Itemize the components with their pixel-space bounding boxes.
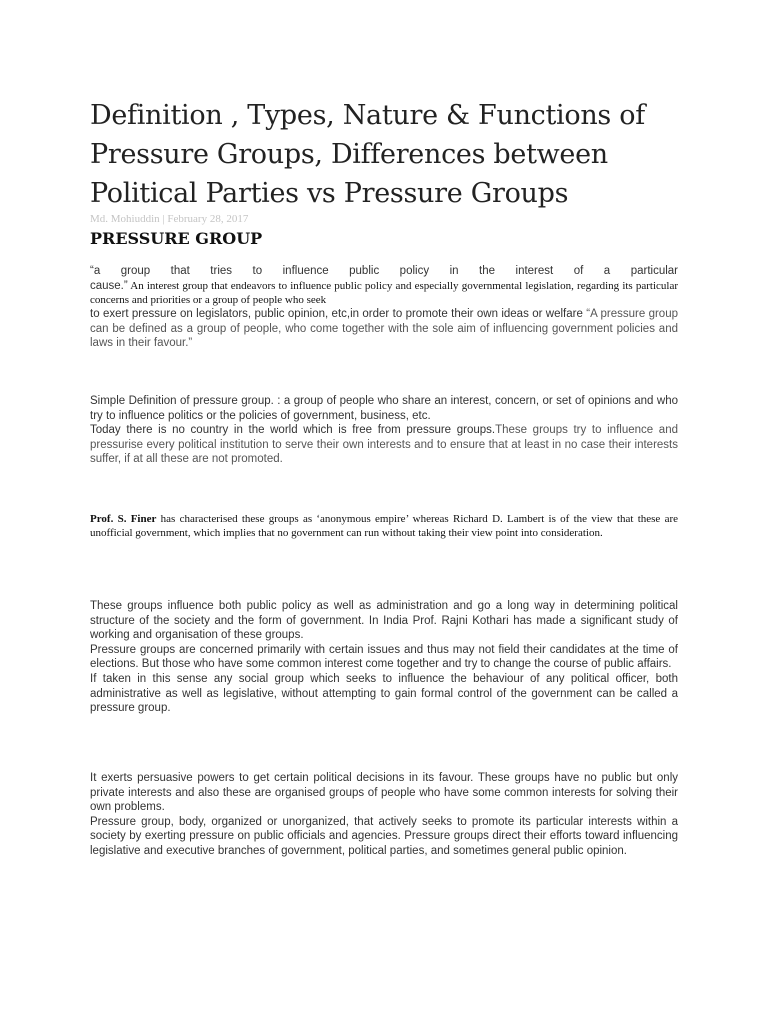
cause-word: cause.” (90, 279, 128, 292)
today-text-a: Today there is no country in the world which is free from pressure groups. (90, 424, 496, 437)
article-byline: Md. Mohiuddin | February 28, 2017 (90, 213, 249, 225)
interest-group-text: An interest group that endeavors to influence public policy and especially governmental legislation, regarding its particular concerns and priorities or a group of people who seek (90, 279, 678, 307)
today-paragraph (90, 423, 678, 467)
definition-paragraph (90, 264, 678, 351)
pressure-group-quote: “A pressure group can be defined as a group of people, who come together with the sole aim of influencing government policies and laws in their favour.” (90, 308, 678, 350)
exert-text: to exert pressure on legislators, public opinion, etc,in order to promote their own ideas or welfare (90, 308, 587, 321)
article-title: Definition , Types, Nature & Functions of Pressure Groups, Differences between Political Parties vs Pressure Groups (90, 100, 645, 209)
section-heading: PRESSURE GROUP (90, 229, 263, 248)
today-text-b: These groups try to influence and pressurise every political institution to serve their own interests and to ensure that at least in no case their interests suffer, if at all these are not promoted. (90, 424, 678, 466)
persuasive-paragraph (90, 771, 678, 859)
persuasive-text-b: Pressure group, body, organized or unorganized, that actively seeks to promote its particular interests within a society by exerting pressure on public officials and agencies. Pressure groups direct their efforts toward influencing legislative and executive branches of government, political parties, and sometimes general public opinion. (90, 815, 678, 857)
finer-text: has characterised these groups as ‘anonymous empire’ whereas Richard D. Lambert is of the view that these are unofficial government, which implies that no government can run without taking their view point into consideration. (90, 513, 679, 539)
simple-definition-paragraph (90, 394, 678, 467)
influence-text-b: Pressure groups are concerned primarily with certain issues and thus may not field their candidates at the time of elections. But those who have some common interest come together and try to change the course of public affairs. (90, 643, 678, 671)
exert-pressure-text (90, 307, 678, 351)
influence-text-c: If taken in this sense any social group which seeks to influence the behaviour of any political officer, both administrative as well as legislative, without attempting to gain formal control of the government can be called a pressure group. (90, 672, 678, 715)
finer-name: Prof. S. Finer (90, 513, 157, 525)
persuasive-text-a: It exerts persuasive powers to get certain political decisions in its favour. These groups have no public but only private interests and also these are organised groups of people who have some common interests for solving their own problems. (90, 772, 678, 814)
simple-definition-text: Simple Definition of pressure group. : a group of people who share an interest, concern, or set of opinions and who try to influence politics or the policies of government, business, etc. (90, 395, 678, 422)
interest-group-definition (90, 279, 678, 308)
influence-text-a: These groups influence both public policy as well as administration and go a long way in determining political structure of the society and the form of government. In India Prof. Rajni Kothari has made a significant study of working and organisation of these groups. (90, 600, 678, 642)
influence-paragraph (90, 599, 678, 716)
quote-line: “a group that tries to influence public policy in the interest of a particular (90, 265, 678, 277)
finer-paragraph (90, 512, 678, 540)
